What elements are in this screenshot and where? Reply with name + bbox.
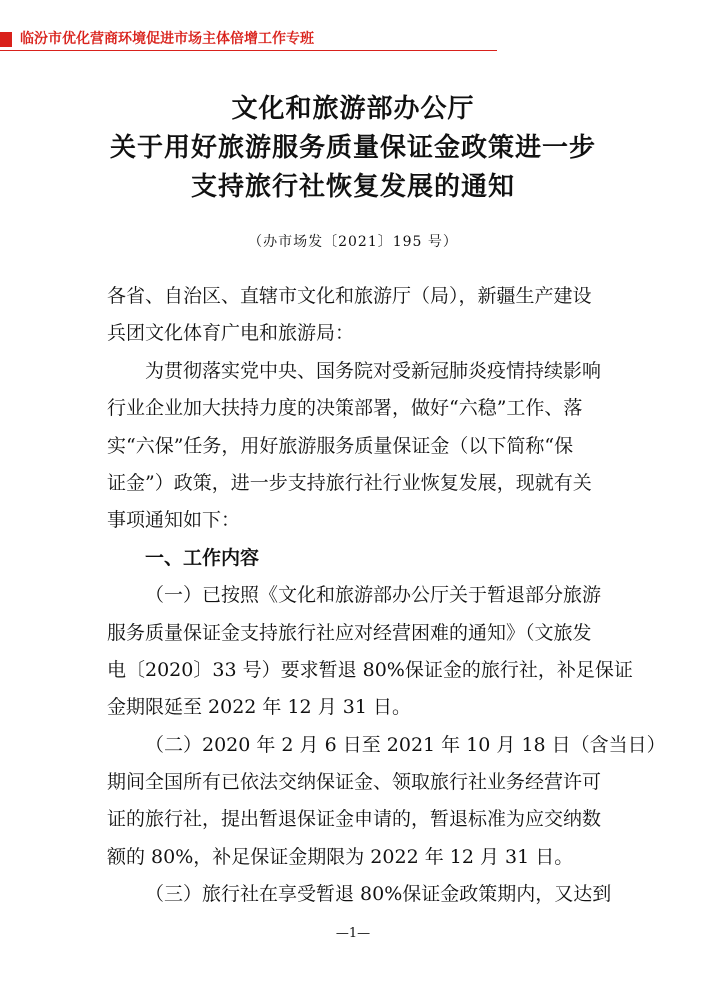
header-divider (0, 50, 497, 51)
body-line: 兵团文化体育广电和旅游局： (107, 322, 355, 345)
header-red-block (0, 32, 12, 47)
body-line: 金期限延至 2022 年 12 月 31 日。 (107, 696, 411, 719)
page-number: —1— (335, 926, 371, 941)
document-header (0, 30, 497, 50)
document-number: （办市场发〔2021〕195 号） (248, 234, 458, 250)
document-title (0, 90, 706, 207)
body-line: （三）旅行社在享受暂退 80%保证金政策期内，又达到 (145, 883, 612, 906)
body-line: （一）已按照《文化和旅游部办公厅关于暂退部分旅游 (145, 584, 602, 607)
title-line-2: 关于用好旅游服务质量保证金政策进一步 (109, 133, 596, 163)
body-line: 服务质量保证金支持旅行社应对经营困难的通知》（文旅发 (107, 621, 592, 644)
body-line: 电〔2020〕33 号）要求暂退 80%保证金的旅行社，补足保证 (107, 658, 633, 681)
title-line-1: 文化和旅游部办公厅 (231, 94, 475, 124)
body-line: 证金”）政策，进一步支持旅行社行业恢复发展，现就有关 (107, 471, 592, 494)
body-line: 事项通知如下： (107, 509, 241, 532)
body-line: 各省、自治区、直辖市文化和旅游厅（局），新疆生产建设 (107, 285, 592, 307)
title-line-3: 支持旅行社恢复发展的通知 (190, 172, 515, 202)
body-line: 期间全国所有已依法交纳保证金、领取旅行社业务经营许可 (107, 771, 602, 794)
document-body (107, 278, 666, 914)
body-line: 证的旅行社，提出暂退保证金申请的，暂退标准为应交纳数 (107, 808, 602, 831)
body-line: （二）2020 年 2 月 6 日至 2021 年 10 月 18 日（含当日） (145, 733, 666, 756)
body-line: 行业企业加大扶持力度的决策部署，做好“六稳”工作、落 (107, 397, 583, 420)
body-line: 实“六保”任务，用好旅游服务质量保证金（以下简称“保 (107, 434, 574, 457)
body-line: 为贯彻落实党中央、国务院对受新冠肺炎疫情持续影响 (145, 359, 602, 382)
header-org-name: 临汾市优化营商环境促进市场主体倍增工作专班 (20, 31, 314, 47)
body-line: 额的 80%，补足保证金期限为 2022 年 12 月 31 日。 (107, 845, 574, 868)
section-heading: 一、工作内容 (145, 546, 260, 569)
